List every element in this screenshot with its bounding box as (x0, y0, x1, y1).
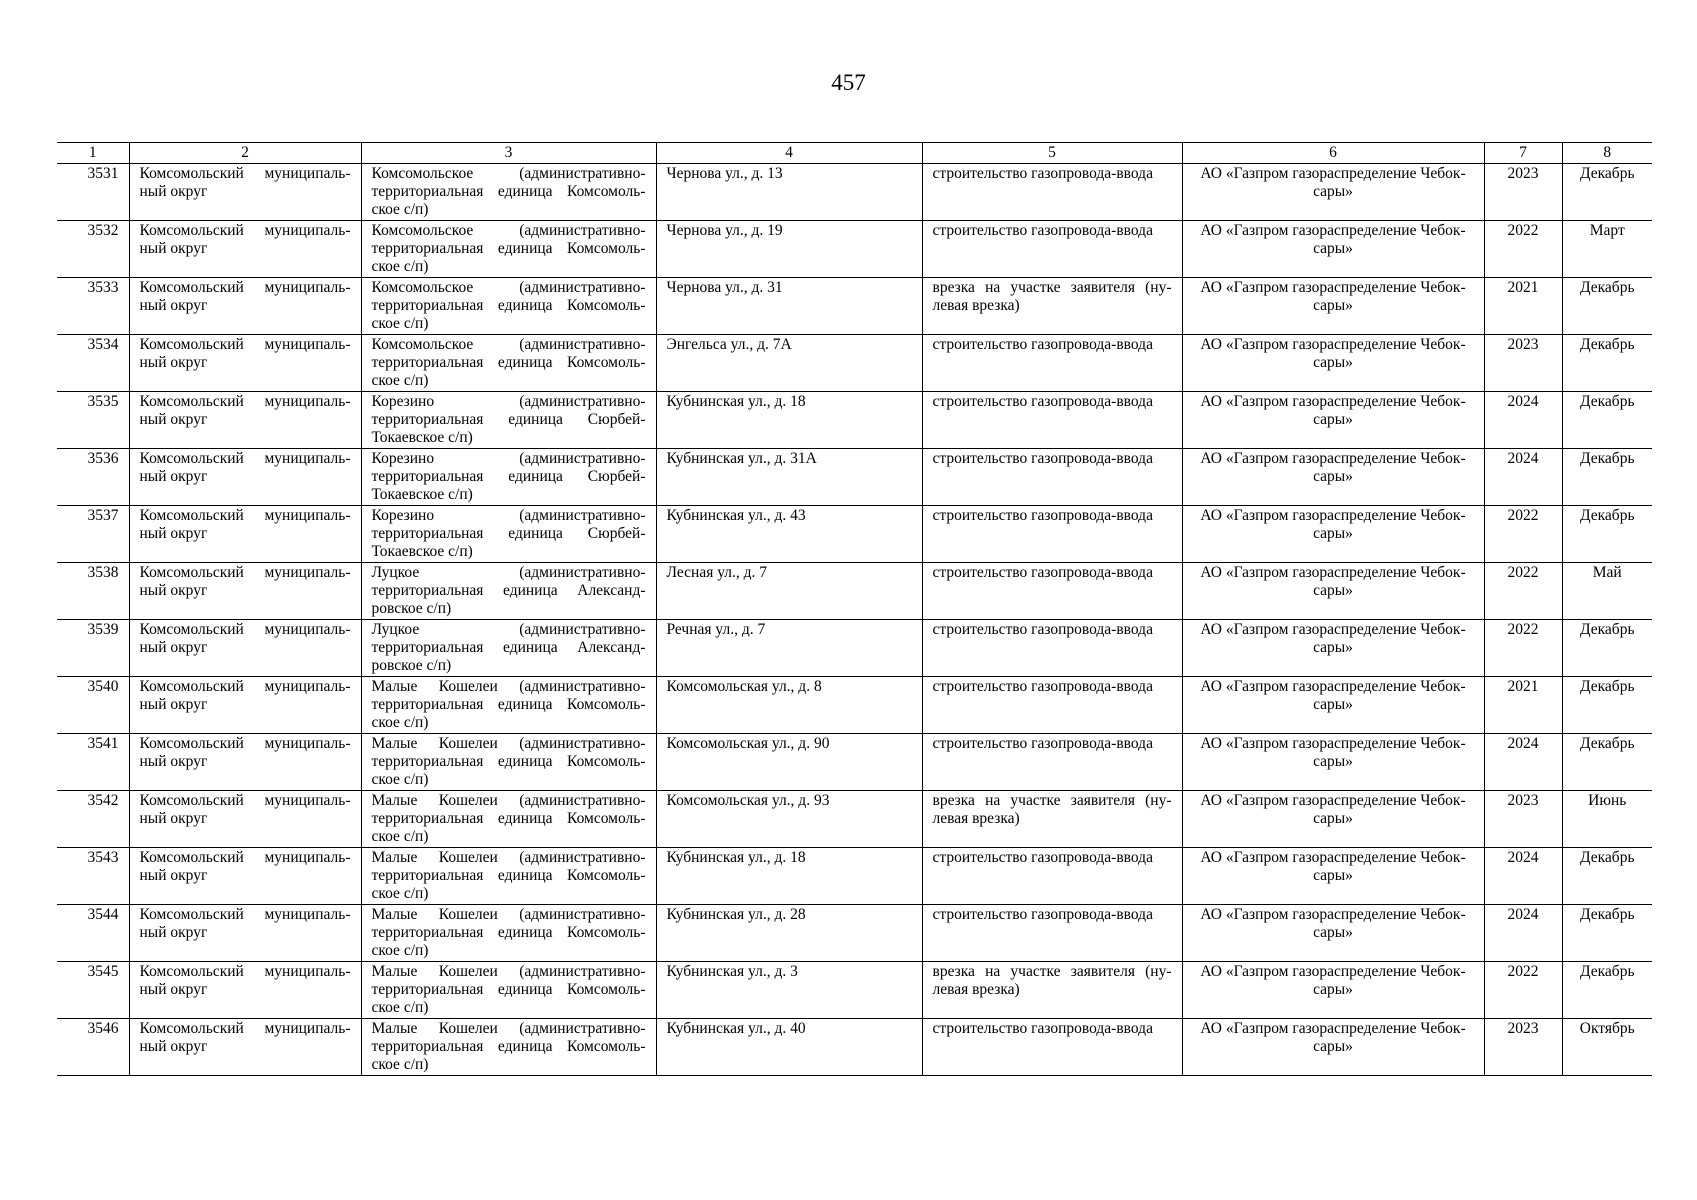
month-cell: Декабрь (1562, 506, 1652, 563)
column-header: 2 (129, 143, 361, 164)
organization-cell: АО «Газпром газораспределение Чебок-сары» (1182, 335, 1484, 392)
district-cell: Комсомольский муниципаль-ный округ (129, 392, 361, 449)
settlement-cell: Малые Кошелеи (административно-территориальная единица Комсомоль-ское с/п) (361, 1019, 656, 1076)
table-row (57, 677, 1652, 734)
page-number: 457 (831, 70, 866, 95)
organization-cell: АО «Газпром газораспределение Чебок-сары» (1182, 221, 1484, 278)
settlement-cell: Малые Кошелеи (административно-территориальная единица Комсомоль-ское с/п) (361, 962, 656, 1019)
row-number-cell: 3542 (57, 791, 129, 848)
organization-cell: АО «Газпром газораспределение Чебок-сары» (1182, 791, 1484, 848)
row-number-cell: 3539 (57, 620, 129, 677)
address-cell: Кубнинская ул., д. 18 (656, 392, 922, 449)
column-number-row (57, 143, 1652, 164)
work-type-cell: строительство газопровода-ввода (922, 734, 1182, 791)
organization-cell: АО «Газпром газораспределение Чебок-сары» (1182, 1019, 1484, 1076)
work-type-cell: строительство газопровода-ввода (922, 449, 1182, 506)
table-row (57, 506, 1652, 563)
address-cell: Комсомольская ул., д. 90 (656, 734, 922, 791)
row-number-cell: 3544 (57, 905, 129, 962)
row-number-cell: 3543 (57, 848, 129, 905)
address-cell: Речная ул., д. 7 (656, 620, 922, 677)
district-cell: Комсомольский муниципаль-ный округ (129, 221, 361, 278)
settlement-cell: Комсомольское (административно-территориальная единица Комсомоль-ское с/п) (361, 335, 656, 392)
year-cell: 2023 (1484, 164, 1562, 221)
work-type-cell: врезка на участке заявителя (ну-левая врезка) (922, 962, 1182, 1019)
table-row (57, 335, 1652, 392)
organization-cell: АО «Газпром газораспределение Чебок-сары» (1182, 677, 1484, 734)
organization-cell: АО «Газпром газораспределение Чебок-сары» (1182, 848, 1484, 905)
address-cell: Кубнинская ул., д. 28 (656, 905, 922, 962)
organization-cell: АО «Газпром газораспределение Чебок-сары» (1182, 278, 1484, 335)
year-cell: 2023 (1484, 1019, 1562, 1076)
organization-cell: АО «Газпром газораспределение Чебок-сары» (1182, 164, 1484, 221)
district-cell: Комсомольский муниципаль-ный округ (129, 1019, 361, 1076)
row-number-cell: 3536 (57, 449, 129, 506)
settlement-cell: Корезино (административно-территориальная единица Сюрбей-Токаевское с/п) (361, 392, 656, 449)
column-header: 8 (1562, 143, 1652, 164)
year-cell: 2024 (1484, 392, 1562, 449)
row-number-cell: 3532 (57, 221, 129, 278)
organization-cell: АО «Газпром газораспределение Чебок-сары» (1182, 905, 1484, 962)
row-number-cell: 3531 (57, 164, 129, 221)
work-type-cell: строительство газопровода-ввода (922, 392, 1182, 449)
district-cell: Комсомольский муниципаль-ный округ (129, 962, 361, 1019)
year-cell: 2022 (1484, 221, 1562, 278)
district-cell: Комсомольский муниципаль-ный округ (129, 164, 361, 221)
column-header: 6 (1182, 143, 1484, 164)
year-cell: 2023 (1484, 791, 1562, 848)
settlement-cell: Комсомольское (административно-территориальная единица Комсомоль-ское с/п) (361, 164, 656, 221)
work-type-cell: строительство газопровода-ввода (922, 563, 1182, 620)
table-row (57, 1019, 1652, 1076)
district-cell: Комсомольский муниципаль-ный округ (129, 677, 361, 734)
row-number-cell: 3545 (57, 962, 129, 1019)
district-cell: Комсомольский муниципаль-ный округ (129, 848, 361, 905)
organization-cell: АО «Газпром газораспределение Чебок-сары» (1182, 392, 1484, 449)
month-cell: Май (1562, 563, 1652, 620)
settlement-cell: Малые Кошелеи (административно-территориальная единица Комсомоль-ское с/п) (361, 677, 656, 734)
column-header: 1 (57, 143, 129, 164)
district-cell: Комсомольский муниципаль-ный округ (129, 905, 361, 962)
work-type-cell: строительство газопровода-ввода (922, 677, 1182, 734)
address-cell: Чернова ул., д. 13 (656, 164, 922, 221)
month-cell: Октябрь (1562, 1019, 1652, 1076)
work-type-cell: строительство газопровода-ввода (922, 848, 1182, 905)
work-type-cell: строительство газопровода-ввода (922, 905, 1182, 962)
year-cell: 2021 (1484, 278, 1562, 335)
row-number-cell: 3540 (57, 677, 129, 734)
month-cell: Март (1562, 221, 1652, 278)
address-cell: Кубнинская ул., д. 3 (656, 962, 922, 1019)
table-row (57, 164, 1652, 221)
registry-table (57, 142, 1652, 1076)
month-cell: Декабрь (1562, 677, 1652, 734)
year-cell: 2021 (1484, 677, 1562, 734)
row-number-cell: 3546 (57, 1019, 129, 1076)
address-cell: Чернова ул., д. 31 (656, 278, 922, 335)
organization-cell: АО «Газпром газораспределение Чебок-сары» (1182, 620, 1484, 677)
settlement-cell: Малые Кошелеи (административно-территориальная единица Комсомоль-ское с/п) (361, 848, 656, 905)
address-cell: Лесная ул., д. 7 (656, 563, 922, 620)
settlement-cell: Луцкое (административно-территориальная единица Александ-ровское с/п) (361, 620, 656, 677)
address-cell: Энгельса ул., д. 7А (656, 335, 922, 392)
year-cell: 2024 (1484, 848, 1562, 905)
address-cell: Комсомольская ул., д. 8 (656, 677, 922, 734)
address-cell: Кубнинская ул., д. 40 (656, 1019, 922, 1076)
district-cell: Комсомольский муниципаль-ный округ (129, 506, 361, 563)
row-number-cell: 3538 (57, 563, 129, 620)
work-type-cell: строительство газопровода-ввода (922, 221, 1182, 278)
year-cell: 2023 (1484, 335, 1562, 392)
table-row (57, 392, 1652, 449)
table-row (57, 563, 1652, 620)
month-cell: Декабрь (1562, 905, 1652, 962)
row-number-cell: 3533 (57, 278, 129, 335)
month-cell: Декабрь (1562, 335, 1652, 392)
district-cell: Комсомольский муниципаль-ный округ (129, 449, 361, 506)
table-row (57, 278, 1652, 335)
year-cell: 2022 (1484, 563, 1562, 620)
column-header: 5 (922, 143, 1182, 164)
settlement-cell: Малые Кошелеи (административно-территориальная единица Комсомоль-ское с/п) (361, 791, 656, 848)
work-type-cell: врезка на участке заявителя (ну-левая врезка) (922, 278, 1182, 335)
month-cell: Декабрь (1562, 164, 1652, 221)
row-number-cell: 3541 (57, 734, 129, 791)
year-cell: 2022 (1484, 620, 1562, 677)
table-row (57, 620, 1652, 677)
organization-cell: АО «Газпром газораспределение Чебок-сары» (1182, 563, 1484, 620)
row-number-cell: 3537 (57, 506, 129, 563)
column-header: 7 (1484, 143, 1562, 164)
row-number-cell: 3535 (57, 392, 129, 449)
address-cell: Комсомольская ул., д. 93 (656, 791, 922, 848)
month-cell: Декабрь (1562, 278, 1652, 335)
address-cell: Чернова ул., д. 19 (656, 221, 922, 278)
organization-cell: АО «Газпром газораспределение Чебок-сары» (1182, 962, 1484, 1019)
settlement-cell: Комсомольское (административно-территориальная единица Комсомоль-ское с/п) (361, 221, 656, 278)
organization-cell: АО «Газпром газораспределение Чебок-сары» (1182, 449, 1484, 506)
organization-cell: АО «Газпром газораспределение Чебок-сары» (1182, 734, 1484, 791)
settlement-cell: Корезино (административно-территориальная единица Сюрбей-Токаевское с/п) (361, 449, 656, 506)
work-type-cell: строительство газопровода-ввода (922, 335, 1182, 392)
row-number-cell: 3534 (57, 335, 129, 392)
organization-cell: АО «Газпром газораспределение Чебок-сары» (1182, 506, 1484, 563)
work-type-cell: строительство газопровода-ввода (922, 164, 1182, 221)
address-cell: Кубнинская ул., д. 18 (656, 848, 922, 905)
table-row (57, 449, 1652, 506)
month-cell: Декабрь (1562, 962, 1652, 1019)
column-header: 4 (656, 143, 922, 164)
district-cell: Комсомольский муниципаль-ный округ (129, 335, 361, 392)
work-type-cell: врезка на участке заявителя (ну-левая врезка) (922, 791, 1182, 848)
work-type-cell: строительство газопровода-ввода (922, 506, 1182, 563)
month-cell: Июнь (1562, 791, 1652, 848)
settlement-cell: Малые Кошелеи (административно-территориальная единица Комсомоль-ское с/п) (361, 734, 656, 791)
district-cell: Комсомольский муниципаль-ный округ (129, 734, 361, 791)
table-row (57, 221, 1652, 278)
settlement-cell: Комсомольское (административно-территориальная единица Комсомоль-ское с/п) (361, 278, 656, 335)
settlement-cell: Луцкое (административно-территориальная единица Александ-ровское с/п) (361, 563, 656, 620)
table-row (57, 905, 1652, 962)
year-cell: 2022 (1484, 506, 1562, 563)
month-cell: Декабрь (1562, 392, 1652, 449)
district-cell: Комсомольский муниципаль-ный округ (129, 563, 361, 620)
table-row (57, 791, 1652, 848)
table-row (57, 848, 1652, 905)
month-cell: Декабрь (1562, 449, 1652, 506)
address-cell: Кубнинская ул., д. 31А (656, 449, 922, 506)
district-cell: Комсомольский муниципаль-ный округ (129, 791, 361, 848)
column-header: 3 (361, 143, 656, 164)
settlement-cell: Малые Кошелеи (административно-территориальная единица Комсомоль-ское с/п) (361, 905, 656, 962)
year-cell: 2022 (1484, 962, 1562, 1019)
work-type-cell: строительство газопровода-ввода (922, 1019, 1182, 1076)
work-type-cell: строительство газопровода-ввода (922, 620, 1182, 677)
address-cell: Кубнинская ул., д. 43 (656, 506, 922, 563)
registry-body (57, 164, 1652, 1076)
table-row (57, 962, 1652, 1019)
month-cell: Декабрь (1562, 734, 1652, 791)
settlement-cell: Корезино (административно-территориальная единица Сюрбей-Токаевское с/п) (361, 506, 656, 563)
table-row (57, 734, 1652, 791)
year-cell: 2024 (1484, 905, 1562, 962)
year-cell: 2024 (1484, 449, 1562, 506)
district-cell: Комсомольский муниципаль-ный округ (129, 278, 361, 335)
month-cell: Декабрь (1562, 620, 1652, 677)
district-cell: Комсомольский муниципаль-ный округ (129, 620, 361, 677)
month-cell: Декабрь (1562, 848, 1652, 905)
year-cell: 2024 (1484, 734, 1562, 791)
